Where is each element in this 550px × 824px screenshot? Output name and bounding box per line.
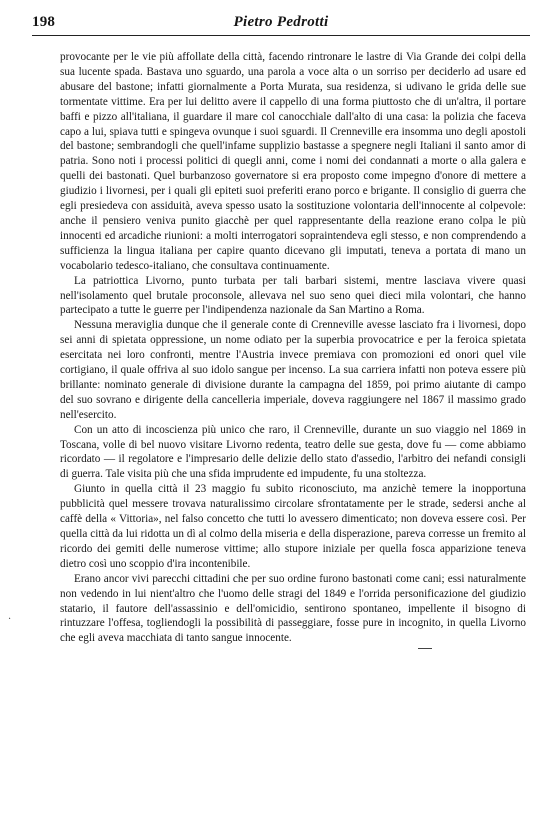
paragraph-6: Erano ancor vivi parecchi cittadini che per suo ordine furono bastonati come cani; essi naturalmente non vedendo in lui nient'altro che l'uomo delle stragi del 1849 e l'orrida personificazione del giudizio statario, il fautore dell'assassinio e dell'omicidio, sentirono spontaneo, impellente il bisogno di rintuzzare l'offesa, togliendogli la possibilità di passeggiare, fosse pure in incognito, in quella Livorno che egli aveva macchiata di tanto sangue innocente. (60, 572, 526, 645)
paragraph-2: La patriottica Livorno, punto turbata per tali barbari sistemi, mentre lasciava vivere quasi nell'isolamento quel brutale proconsole, allevava nel suo seno quei dieci mila volontari, che hanno partecipato a tutte le guerre per l'indipendenza nazionale da San Martino a Roma. (60, 274, 526, 317)
paragraph-1: provocante per le vie più affollate della città, facendo rintronare le lastre di Via Grande dei colpi della sua lucente spada. Bastava uno sguardo, una parola a voce alta o un sorriso per deciderlo ad usare ed abusare del bastone; infatti giornalmente a Porta Murata, sua residenza, si udivano le grida delle sue tormentate vittime. Era per lui delitto avere il cappello di una forma piuttosto che di un'altra, il portare baffi e pizzo all'italiana, il guardare il mare col canocchiale dall'alto di una casa: la polizia che faceva capo a lui, spiava tutti e spingeva ovunque i suoi sguardi. Il Crenneville era insomma uno degli apostoli del bastone; sembrandogli che quell'infame supplizio bastasse a spegnere negli Italiani il santo amor di patria. Sono noti i processi politici di quegli anni, come i nomi dei condannati a morte o alla galera e quelli dei bastonati. Quel burbanzoso governatore si era proposto come impegno d'onore di mettere a giudizio i livornesi, per i quali gli epiteti suoi preferiti erano porco e brigante. Il consiglio di guerra che egli presiedeva con assiduità, aveva spesso usato la sostituzione volontaria dell'innocente al colpevole: anche il pensiero veniva punito giacchè per quel rappresentante della reazione erano colpa le più innocenti ed arcadiche riunioni: a molti interrogatori sopraintendeva egli stesso, e non comprendendo a sufficienza la lingua italiana per capire quanto dicevano gli imputati, teneva a portata di mano un vocabolario tedesco-italiano, che consultava continuamente. (60, 51, 526, 272)
margin-mark: · (8, 614, 12, 625)
paragraph-5: Giunto in quella città il 23 maggio fu subito riconosciuto, ma anzichè temere la inopportuna pubblicità quel messere trovava naturalissimo circolare sfrontatamente per le strade, sedersi anche al caffè della « Vittoria», nel falso concetto che tutti lo avessero dimenticato; non doveva essere così. Per quella città da lui ridotta un dì al colmo della miseria e della disperazione, pareva corresse un fremito al ricordo dei gemiti delle numerose vittime; allo stupore iniziale per quella fosca apparizione teneva dietro così uno scoppio d'ira incontenibile. (60, 483, 526, 570)
paragraph-4: Con un atto di incoscienza più unico che raro, il Crenneville, durante un suo viaggio nel 1869 in Toscana, volle di bel nuovo visitare Livorno redenta, teatro delle sue gesta, dove fu — come abbiamo ricordato — il regolatore e l'impresario delle delizie dello stato d'assedio, l'arbitro dei nefandi consigli di guerra. Tale visita più che una sfida imprudente ed impudente, fu una stoltezza. (60, 423, 526, 481)
header-rule (32, 35, 530, 36)
stray-mark (418, 648, 432, 649)
page-header (30, 10, 532, 38)
body-text (60, 50, 526, 646)
paragraph-3: Nessuna meraviglia dunque che il generale conte di Crenneville avesse lasciato fra i livornesi, dopo sei anni di spietata oppressione, un nome odiato per la superbia provocatrice e per la feroica spietata esercitata nei loro confronti, mentre l'Austria invece premiava con promozioni ed onori quel vile cortigiano, il quale offriva al suo idolo sangue per incenso. La sua carriera infatti non poteva essere più brillante: nominato generale di divisione durante la campagna del 1859, poi primo aiutante di campo del suo sovrano e dirigente della cancelleria imperiale, doveva raggiungere nel 1867 il massimo grado nell'esercito. (60, 319, 526, 421)
running-head: Pietro Pedrotti (233, 14, 329, 30)
page-number: 198 (32, 14, 56, 30)
